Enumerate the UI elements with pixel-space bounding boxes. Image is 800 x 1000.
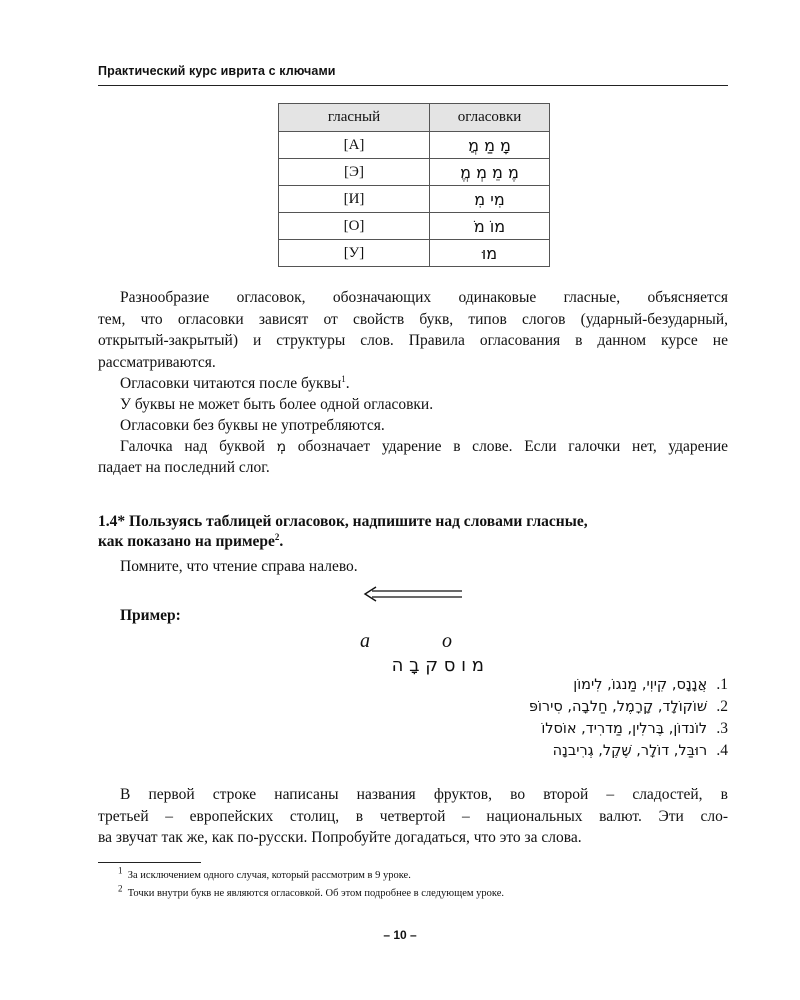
vowel-cell: [Э] xyxy=(279,159,430,186)
footnote-rule xyxy=(98,862,201,863)
exercise-line: 3. לוֹנדוֹן, בֶּרלִין, מַדרִיד, אוֹסלוֹ xyxy=(541,720,728,737)
footnote: $^2$ Точки внутри букв не являются огласовкой. Об этом подробнее в следующем уроке. xyxy=(118,883,505,899)
paragraph-closing xyxy=(98,784,728,849)
table-header-row xyxy=(279,104,550,132)
paragraph-diversity xyxy=(98,287,728,373)
paragraph-line: открытый-закрытый) и структуры слов. Правила огласования в данном курсе не xyxy=(98,332,728,349)
table-row xyxy=(279,132,550,159)
vowel-cell: [О] xyxy=(279,213,430,240)
reading-direction-note: Помните, что чтение справа налево. xyxy=(120,558,358,575)
marks-cell: מָ מַ מֲ xyxy=(430,132,550,159)
exercise-line: 4. רוּבַּל, דוֹלָר, שֶׁקֶל, גְרִיבנָה xyxy=(552,742,728,759)
stress-rule: Галочка над буквой מֽ обозначает ударение в слове. Если галочки нет, ударение xyxy=(120,438,729,455)
table-header-vowel: гласный xyxy=(279,104,430,132)
table-row xyxy=(279,186,550,213)
stress-mark-example: מֽ xyxy=(276,439,287,455)
paragraph-line: Разнообразие огласовок, обозначающих одинаковые гласные, объясняется xyxy=(120,289,728,306)
rule-one-mark: У буквы не может быть более одной огласовки. xyxy=(120,396,434,413)
marks-cell: מֶ מֵ מְ מֱ xyxy=(430,159,550,186)
rule-no-standalone: Огласовки без буквы не употребляются. xyxy=(120,417,385,434)
example-label: Пример: xyxy=(120,607,181,624)
marks-cell: מִי מִ xyxy=(430,186,550,213)
exercise-line: 2. שׁוֹקוֹלָד, קָרָמֶל, חַלבָה, סִירוֹפּ xyxy=(528,698,728,715)
footnote-ref: 1 xyxy=(341,373,346,384)
vowel-cell: [У] xyxy=(279,240,430,267)
header-rule xyxy=(98,85,728,86)
example-vowel-o: o xyxy=(442,630,452,652)
footnote: $^1$ За исключением одного случая, который рассмотрим в 9 уроке. xyxy=(118,865,411,881)
paragraph-line: В первой строке написаны названия фруктов, во второй – сладостей, в xyxy=(120,786,728,803)
vowel-table xyxy=(278,103,550,267)
marks-cell: מוֹ מֹ xyxy=(430,213,550,240)
exercise-title: 1.4* Пользуясь таблицей огласовок, надпишите над словами гласные, как показано на примере$^2$. xyxy=(98,513,588,550)
rule-after-letter: Огласовки читаются после буквы$^1$. xyxy=(120,373,350,392)
table-row xyxy=(279,159,550,186)
marks-cell: מוּ xyxy=(430,240,550,267)
paragraph-line: ва звучат так же, как по-русски. Попробуйте догадаться, что это за слова. xyxy=(98,829,582,846)
stress-rule-end: падает на последний слог. xyxy=(98,459,270,476)
example-hebrew-word: מ ו ס ק בָ ה xyxy=(391,655,484,676)
paragraph-line: рассматриваются. xyxy=(98,353,216,371)
vowel-cell: [И] xyxy=(279,186,430,213)
example-vowel-a: a xyxy=(360,630,370,652)
paragraph-line: тем, что огласовки зависят от свойств букв, типов слогов (ударный-безударный, xyxy=(98,310,728,328)
table-row xyxy=(279,213,550,240)
table-row xyxy=(279,240,550,267)
page-number: – 10 – xyxy=(383,928,417,942)
left-arrow-icon xyxy=(362,586,464,602)
paragraph-line: третьей – европейских столиц, в четвертой – национальных валют. Эти сло- xyxy=(98,807,728,825)
footnote-ref: 2 xyxy=(274,531,280,542)
running-head: Практический курс иврита с ключами xyxy=(98,64,336,78)
exercise-line: 1. אֲנָנָס, קִיוִי, מַנגוֹ, לִימוֹן xyxy=(573,676,728,693)
table-header-marks: огласовки xyxy=(430,104,550,132)
vowel-cell: [А] xyxy=(279,132,430,159)
